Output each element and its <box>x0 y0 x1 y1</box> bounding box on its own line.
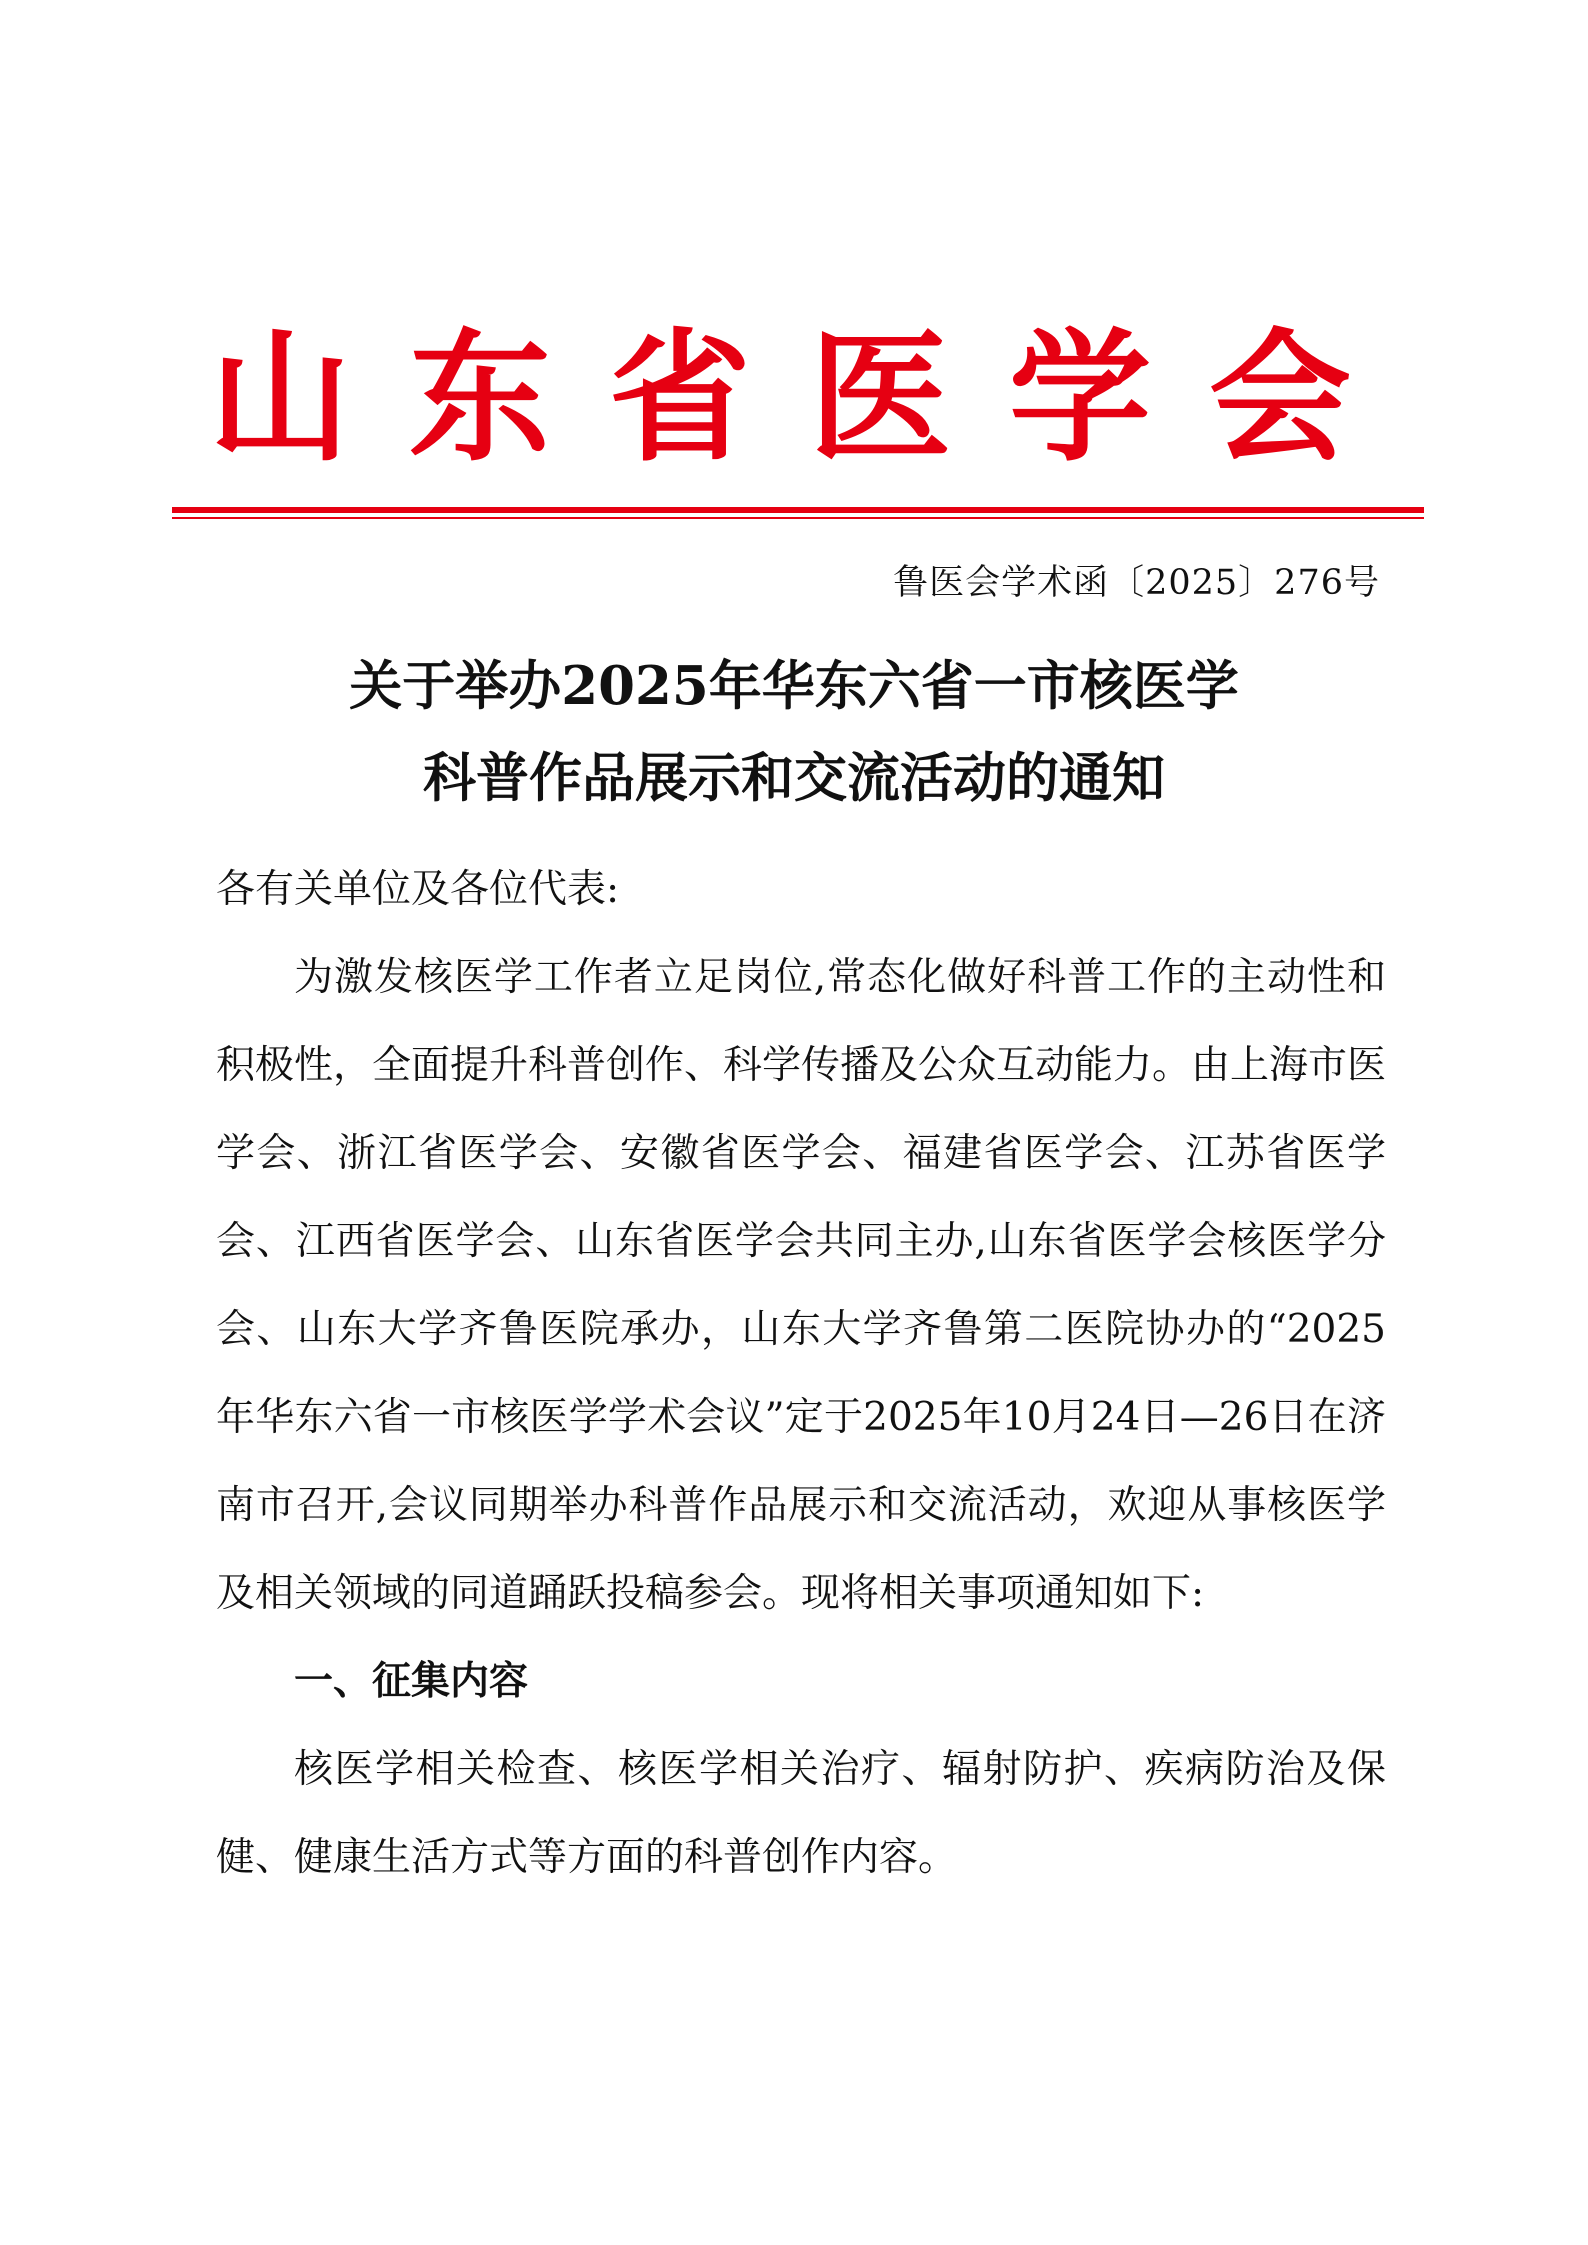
document-title <box>0 640 1588 824</box>
document-body <box>216 846 1386 1902</box>
document-title-line-1: 关于举办2025年华东六省一市核医学 <box>349 655 1239 717</box>
section-heading-1: 一、征集内容 <box>294 1659 529 1704</box>
intro-paragraph: 为激发核医学工作者立足岗位,常态化做好科普工作的主动性和积极性，全面提升科普创作、科学传播及公众互动能力。由上海市医学会、浙江省医学会、安徽省医学会、福建省医学会、江苏省医学会、江西省医学会、山东省医学会共同主办,山东省医学会核医学分会、山东大学齐鲁医院承办，山东大学齐鲁第二医院协办的“2025年华东六省一市核医学学术会议”定于2025年10月24日—26日在济南市召开,会议同期举办科普作品展示和交流活动，欢迎从事核医学及相关领域的同道踊跃投稿参会。现将相关事项通知如下: <box>216 955 1387 1616</box>
letterhead-title: 山东省医学会 <box>209 315 1409 481</box>
letterhead-rule-thick <box>172 507 1424 513</box>
letterhead-rule-thin <box>172 517 1424 519</box>
document-title-line-2: 科普作品展示和交流活动的通知 <box>423 747 1165 809</box>
document-number: 鲁医会学术函〔2025〕276号 <box>893 563 1380 603</box>
salutation: 各有关单位及各位代表: <box>216 867 620 912</box>
section-body-1: 核医学相关检查、核医学相关治疗、辐射防护、疾病防治及保健、健康生活方式等方面的科普创作内容。 <box>216 1747 1386 1880</box>
